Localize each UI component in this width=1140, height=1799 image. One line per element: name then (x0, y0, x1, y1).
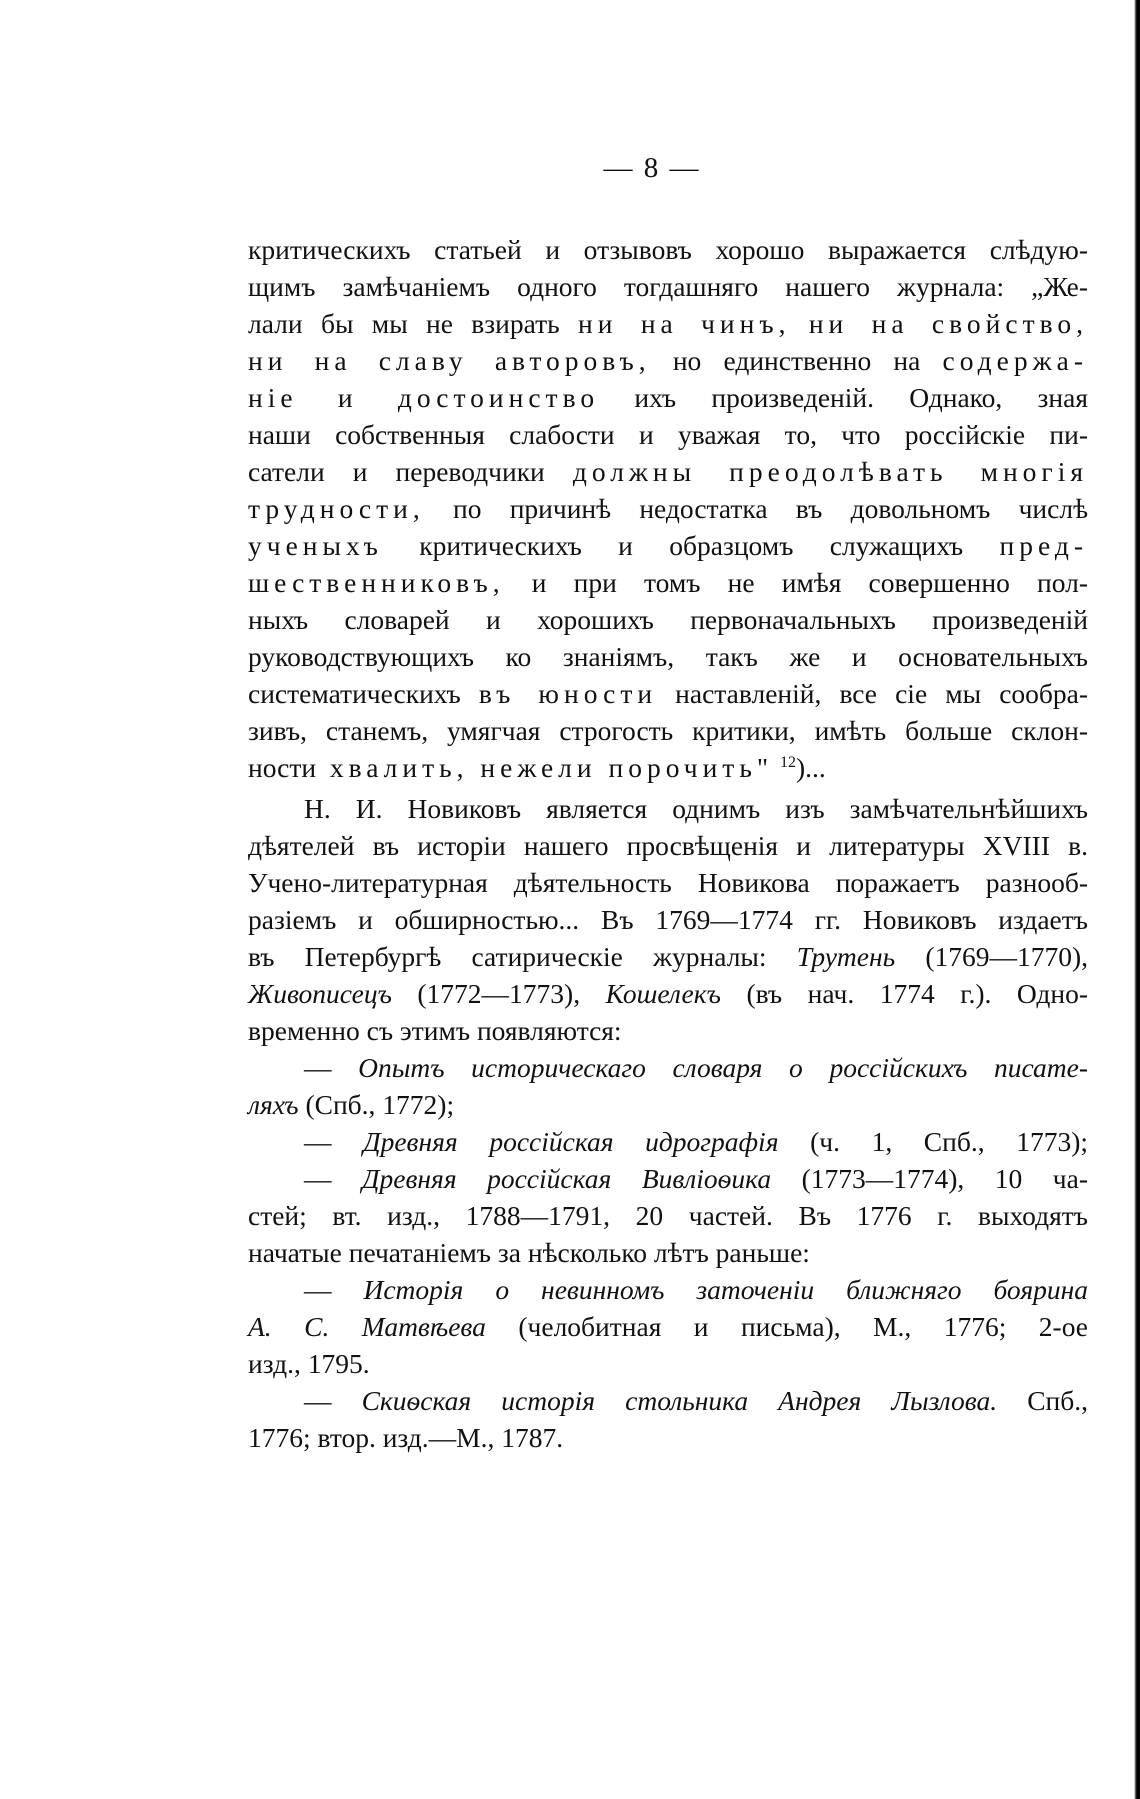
page-number: — 8 — (603, 152, 701, 184)
body-text (248, 231, 1088, 1456)
text-line (248, 749, 1088, 786)
text-line (248, 342, 1088, 379)
text-line: руководствующихъ ко знаніямъ, такъ же и основательныхъ (248, 641, 1088, 672)
text-run: (1773—1774), 10 ча- (801, 1163, 1088, 1194)
journal-title: Живописецъ (248, 978, 392, 1009)
text-line: стей; вт. изд., 1788—1791, 20 частей. Въ 1776 г. выходятъ (248, 1200, 1088, 1231)
text-run: (1772—1773), (417, 978, 581, 1009)
spaced-emphasis: ученыхъ (248, 530, 383, 561)
text-line (248, 675, 1088, 712)
text-run: сатели и переводчики (248, 456, 545, 487)
text-line (248, 1123, 1088, 1160)
work-title: Древняя россійская Вивліоѳика (362, 1163, 772, 1194)
text-run: наставленій, все сіе мы сообра- (675, 678, 1089, 709)
spaced-emphasis: ни на чинъ, (578, 308, 791, 339)
spaced-emphasis: пред- (999, 530, 1088, 561)
journal-title: Трутень (796, 941, 896, 972)
text-line: временно съ этимъ появляются: (248, 1015, 622, 1046)
text-line: разіемъ и обширностью... Въ 1769—1774 гг. Новиковъ издаетъ (248, 904, 1088, 935)
text-run: (въ нач. 1774 г.). Одно- (746, 978, 1089, 1009)
text-line: начатые печатаніемъ за нѣсколько лѣтъ раньше: (248, 1237, 810, 1268)
text-line (248, 453, 1088, 490)
text-line (248, 1308, 1088, 1345)
text-line: зивъ, станемъ, умягчая строгость критики, имѣть больше склон- (248, 715, 1088, 746)
text-run: лали бы мы не взирать (248, 308, 560, 339)
text-line: Учено-литературная дѣятельность Новикова поражаетъ разнооб- (248, 867, 1088, 898)
text-run: (ч. 1, Спб., 1773); (810, 1126, 1089, 1157)
text-line: щимъ замѣчаніемъ одного тогдашняго нашего журнала: „Же- (248, 271, 1088, 302)
spaced-emphasis: содержа- (942, 345, 1088, 376)
list-dash: — (304, 1385, 332, 1416)
text-line (248, 938, 1088, 975)
work-title: Древняя россійская идрографія (363, 1126, 779, 1157)
spaced-emphasis: хвалить, нежели порочить" (329, 752, 774, 783)
text-run: (Спб., 1772); (305, 1089, 455, 1120)
work-title: Опытъ историческаго словаря о россійскихъ писате- (358, 1052, 1088, 1083)
spaced-emphasis: должны преодолѣвать многія (572, 456, 1089, 487)
list-dash: — (304, 1052, 332, 1083)
footnote-ref: 12 (779, 754, 796, 771)
text-line: 1776; втор. изд.—М., 1787. (248, 1422, 564, 1453)
text-run: ности (248, 752, 317, 783)
text-line (248, 564, 1088, 601)
text-run: критическихъ и образцомъ служащихъ (419, 530, 964, 561)
spaced-emphasis: шественниковъ, (248, 567, 505, 598)
page-edge-shadow (1134, 0, 1140, 1799)
work-title: Скиѳская исторія стольника Андрея Лызлова. (361, 1385, 998, 1416)
spaced-emphasis: ни на славу авторовъ, (248, 345, 651, 376)
text-line (248, 1160, 1088, 1197)
work-title: ляхъ (248, 1089, 299, 1120)
text-run: по причинѣ недостатка въ довольномъ числѣ (452, 493, 1088, 524)
text-line (248, 379, 1088, 416)
spaced-emphasis: въ юности (478, 678, 658, 709)
text-line: ныхъ словарей и хорошихъ первоначальныхъ произведеній (248, 604, 1088, 635)
text-run: систематическихъ (248, 678, 461, 709)
text-line: наши собственныя слабости и уважая то, что россійскіе пи- (248, 419, 1088, 450)
text-line (248, 490, 1088, 527)
text-run: )... (795, 752, 826, 783)
text-line: критическихъ статьей и отзывовъ хорошо выражается слѣдую- (248, 234, 1088, 265)
spaced-emphasis: трудности, (248, 493, 425, 524)
text-line (248, 305, 1088, 342)
text-line: Н. И. Новиковъ является однимъ изъ замѣчательнѣйшихъ (304, 793, 1088, 824)
journal-title: Кошелекъ (605, 978, 721, 1009)
text-run: въ Петербургѣ сатирическіе журналы: (248, 941, 767, 972)
text-line (248, 1086, 1088, 1123)
list-dash: — (304, 1274, 332, 1305)
text-run: но единственно на (672, 345, 921, 376)
text-line (248, 1382, 1088, 1419)
spaced-emphasis: ніе и достоинство (248, 382, 600, 413)
text-line: изд., 1795. (248, 1348, 370, 1379)
text-run: (1769—1770), (925, 941, 1089, 972)
list-dash: — (304, 1126, 332, 1157)
text-line (248, 1049, 1088, 1086)
work-title: Исторія о невинномъ заточеніи ближняго боярина (363, 1274, 1088, 1305)
text-run: (челобитная и письма), М., 1776; 2-ое (518, 1311, 1088, 1342)
list-dash: — (304, 1163, 332, 1194)
spaced-emphasis: ни на свойство, (808, 308, 1089, 339)
text-line (248, 1271, 1088, 1308)
text-line (248, 527, 1088, 564)
work-title: А. С. Матвѣева (248, 1311, 486, 1342)
text-run: ихъ произведеній. Однако, зная (634, 382, 1088, 413)
text-run: и при томъ не имѣя совершенно пол- (531, 567, 1088, 598)
text-run: Спб., (1027, 1385, 1089, 1416)
text-line: дѣятелей въ исторіи нашего просвѣщенія и литературы XVIII в. (248, 830, 1088, 861)
text-line (248, 975, 1088, 1012)
